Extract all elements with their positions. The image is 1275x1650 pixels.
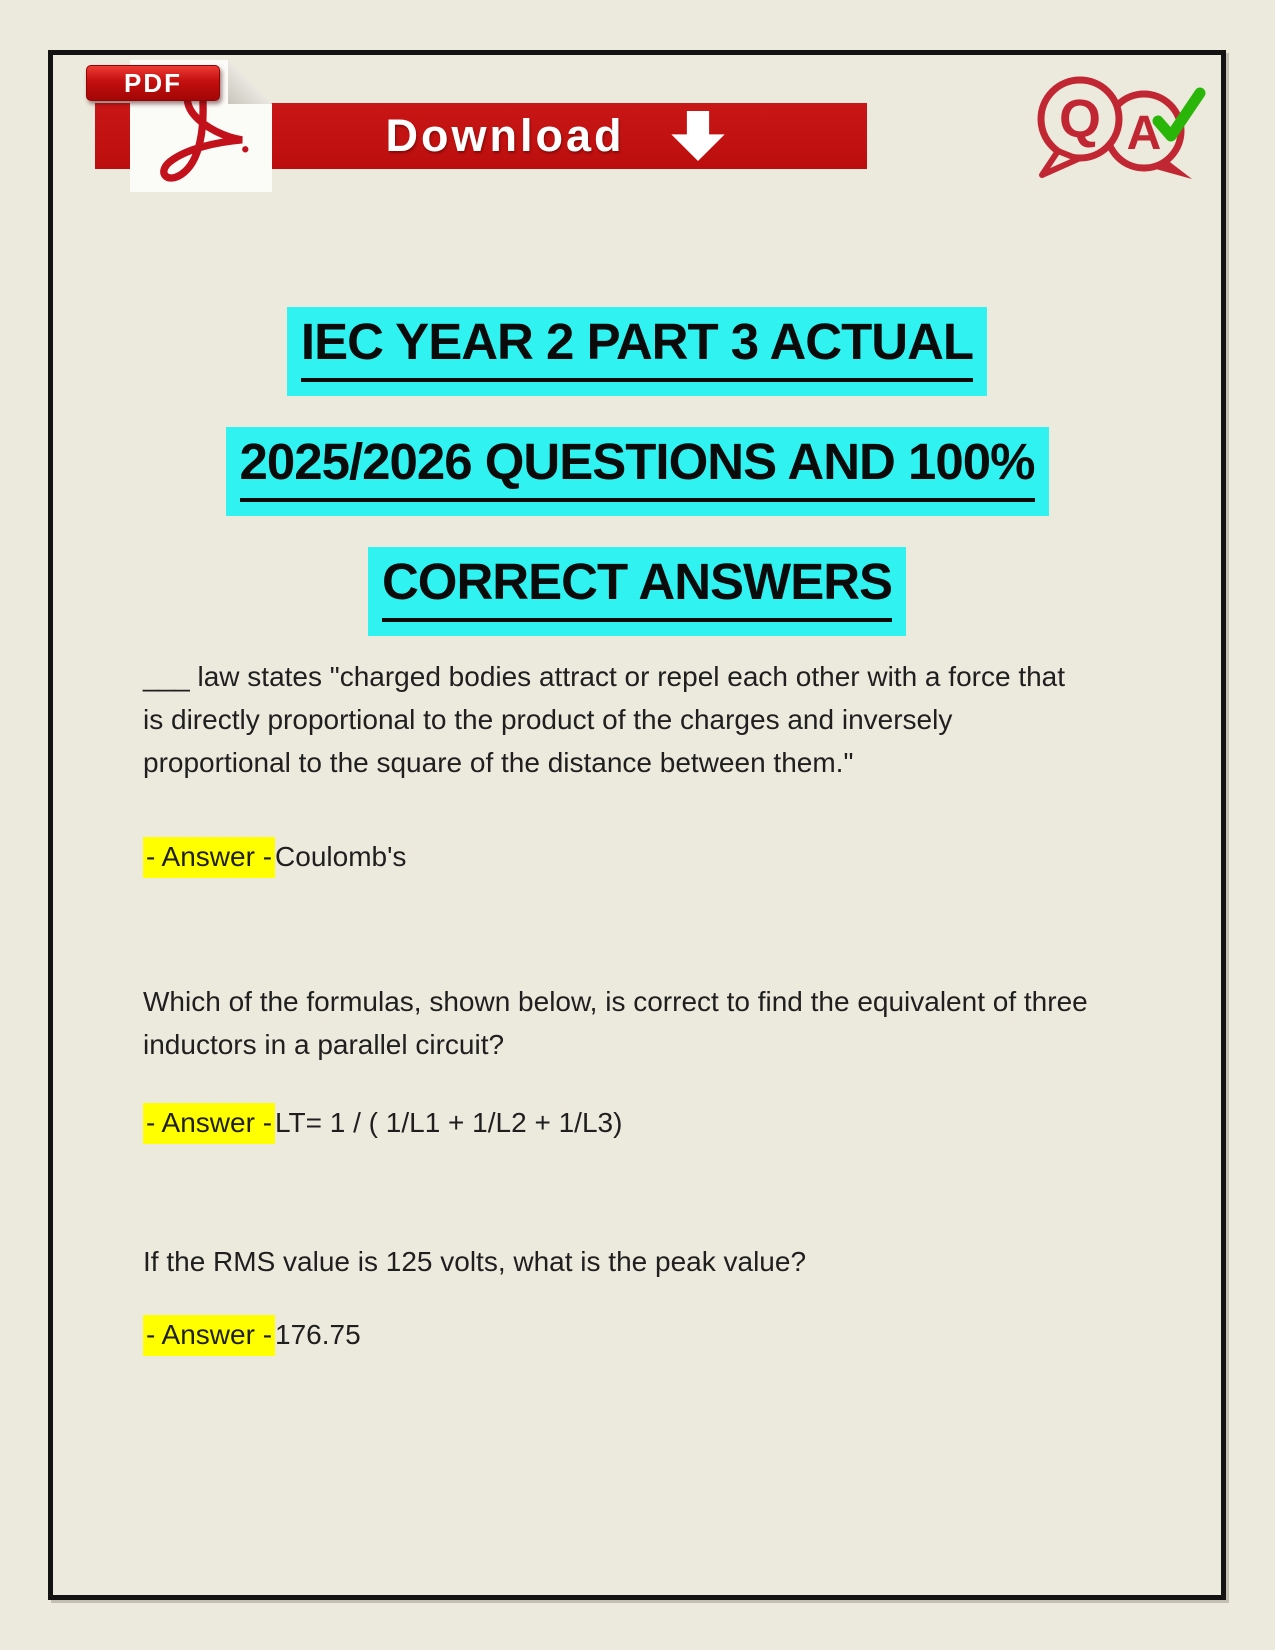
- logo-q-letter: Q: [1058, 89, 1102, 149]
- qa-logo: [1028, 73, 1208, 193]
- answer-highlight: - Answer -: [143, 1315, 275, 1356]
- question-text: If the RMS value is 125 volts, what is the peak value?: [143, 1246, 807, 1277]
- answer-row: [143, 1101, 1088, 1144]
- title-line-3: CORRECT ANSWERS: [53, 547, 1221, 636]
- document-title: [53, 307, 1221, 667]
- answer-text: Coulomb's: [275, 841, 407, 872]
- question-text: ___ law states "charged bodies attract or repel each other with a force that is directly proportional to the product of the charges and inversely proportional to the square of the distance between them.": [143, 661, 1066, 778]
- answer-highlight: - Answer -: [143, 837, 275, 878]
- answer-text: LT= 1 / ( 1/L1 + 1/L2 + 1/L3): [275, 1107, 623, 1138]
- pdf-badge: [86, 65, 220, 101]
- answer-highlight: - Answer -: [143, 1103, 275, 1144]
- page-frame: [48, 50, 1226, 1600]
- answer-row: [143, 1313, 1088, 1356]
- answer-text: 176.75: [275, 1319, 361, 1350]
- title-line-1: IEC YEAR 2 PART 3 ACTUAL: [53, 307, 1221, 396]
- logo-a-letter: A: [1126, 107, 1162, 160]
- title-line-2: 2025/2026 QUESTIONS AND 100%: [53, 427, 1221, 516]
- download-label: Download: [385, 110, 625, 161]
- q-bubble-tail: [1042, 151, 1078, 175]
- download-arrow-icon: [670, 111, 726, 161]
- question-text: Which of the formulas, shown below, is correct to find the equivalent of three inductors in a parallel circuit?: [143, 986, 1088, 1060]
- pdf-badge-label: PDF: [124, 67, 182, 98]
- answer-row: [143, 835, 1088, 878]
- pdf-file-icon[interactable]: [86, 60, 326, 200]
